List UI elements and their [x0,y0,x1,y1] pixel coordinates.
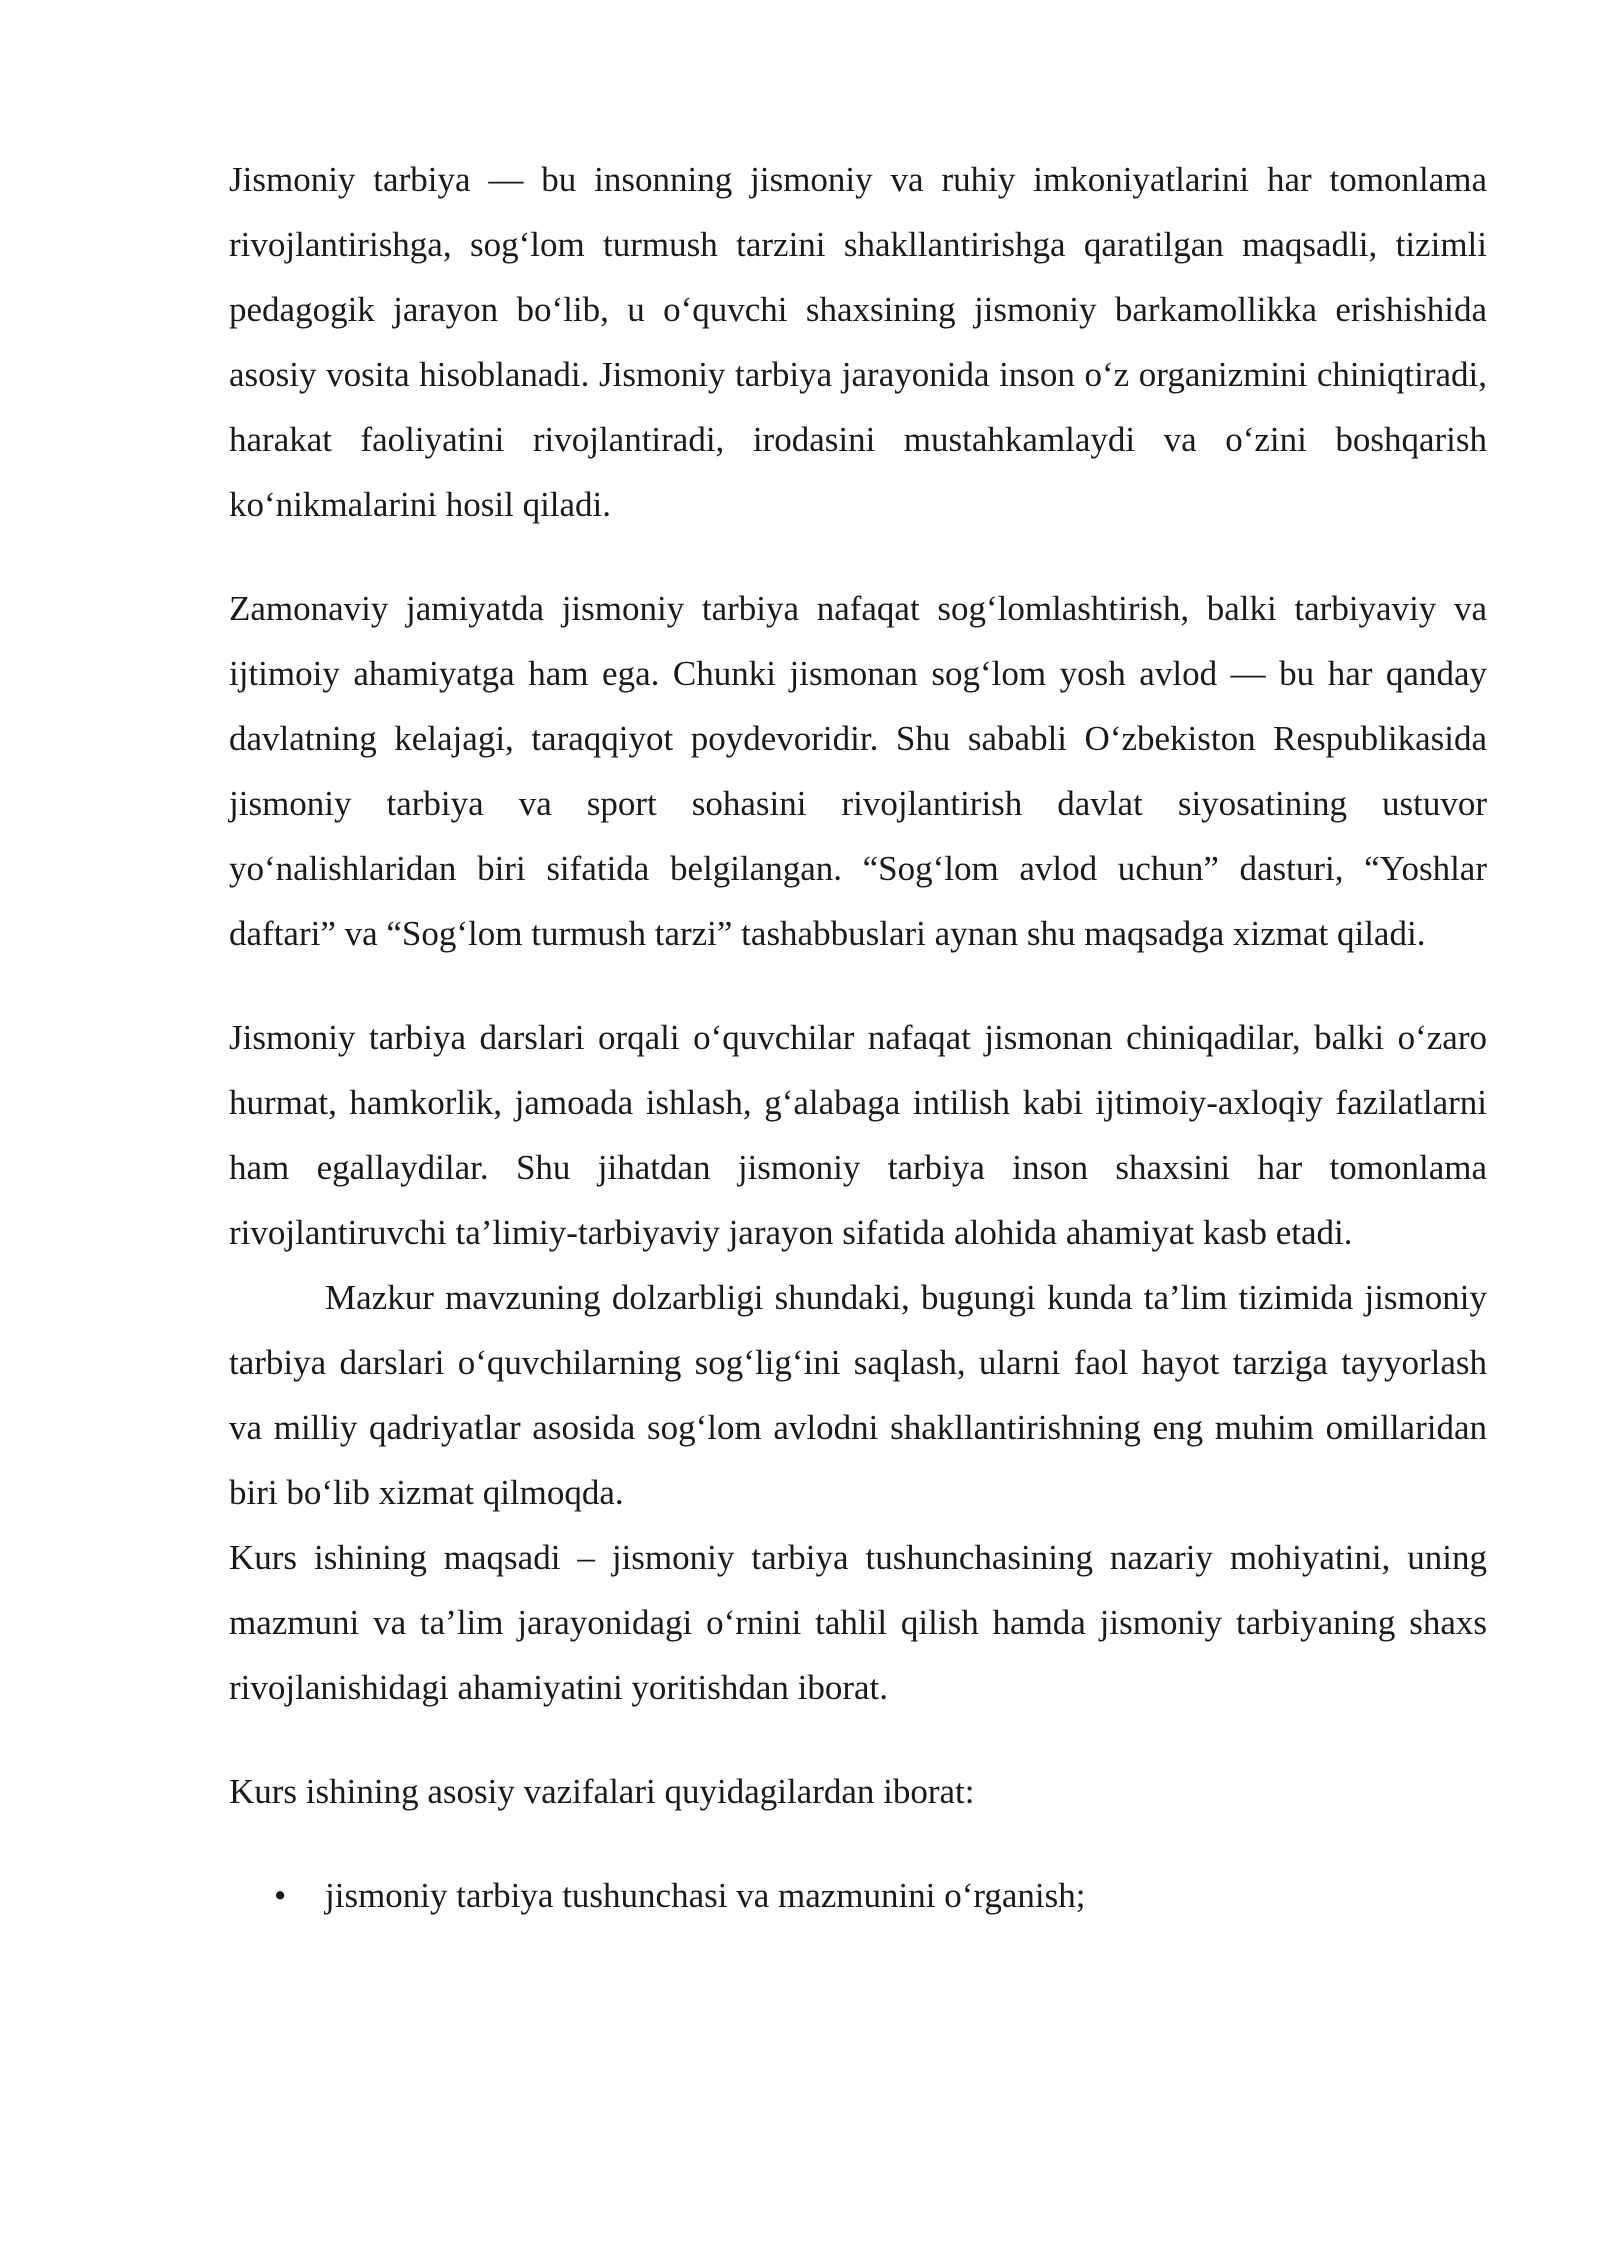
paragraph-intro: Jismoniy tarbiya — bu insonning jismoniy va ruhiy imkoniyatlarini har tomonlama rivojlantirishga, sog‘lom turmush tarzini shakllantirishga qaratilgan maqsadli, tizimli pedagogik jarayon bo‘lib, u o‘quvchi shaxsining jismoniy barkamollikka erishishida asosiy vosita hisoblanadi. Jismoniy tarbiya jarayonida inson o‘z organizmini chiniqtiradi, harakat faoliyatini rivojlantiradi, irodasini mustahkamlaydi va o‘zini boshqarish ko‘nikmalarini hosil qiladi. [229,160,1487,524]
paragraph-relevance: Mazkur mavzuning dolzarbligi shundaki, bugungi kunda ta’lim tizimida jismoniy tarbiya darslari o‘quvchilarning sog‘lig‘ini saqlash, ularni faol hayot tarziga tayyorlash va milliy qadriyatlar asosida sog‘lom avlodni shakllantirishning eng muhim omillaridan biri bo‘lib xizmat qilmoqda. [229,1278,1487,1512]
document-body [229,147,1487,1928]
paragraph-tasks-heading: Kurs ishining asosiy vazifalari quyidagilardan iborat: [229,1772,975,1811]
tasks-list [229,1863,1487,1928]
paragraph-lessons: Jismoniy tarbiya darslari orqali o‘quvchilar nafaqat jismonan chiniqadilar, balki o‘zaro hurmat, hamkorlik, jamoada ishlash, g‘alabaga intilish kabi ijtimoiy-axloqiy fazilatlarni ham egallaydilar. Shu jihatdan jismoniy tarbiya inson shaxsini har tomonlama rivojlantiruvchi ta’limiy-tarbiyaviy jarayon sifatida alohida ahamiyat kasb etadi. [229,1018,1487,1252]
list-item [229,1863,1487,1928]
paragraph-modern-society: Zamonaviy jamiyatda jismoniy tarbiya nafaqat sog‘lomlashtirish, balki tarbiyaviy va ijtimoiy ahamiyatga ham ega. Chunki jismonan sog‘lom yosh avlod — bu har qanday davlatning kelajagi, taraqqiyot poydevoridir. Shu sababli O‘zbekiston Respublikasida jismoniy tarbiya va sport sohasini rivojlantirish davlat siyosatining ustuvor yo‘nalishlaridan biri sifatida belgilangan. “Sog‘lom avlod uchun” dasturi, “Yoshlar daftari” va “Sog‘lom turmush tarzi” tashabbuslari aynan shu maqsadga xizmat qiladi. [229,589,1487,953]
bullet-icon: • [274,1876,287,1915]
list-item-text: jismoniy tarbiya tushunchasi va mazmunini o‘rganish; [325,1876,1086,1915]
paragraph-goal: Kurs ishining maqsadi – jismoniy tarbiya tushunchasining nazariy mohiyatini, uning mazmuni va ta’lim jarayonidagi o‘rnini tahlil qilish hamda jismoniy tarbiyaning shaxs rivojlanishidagi ahamiyatini yoritishdan iborat. [229,1538,1487,1707]
